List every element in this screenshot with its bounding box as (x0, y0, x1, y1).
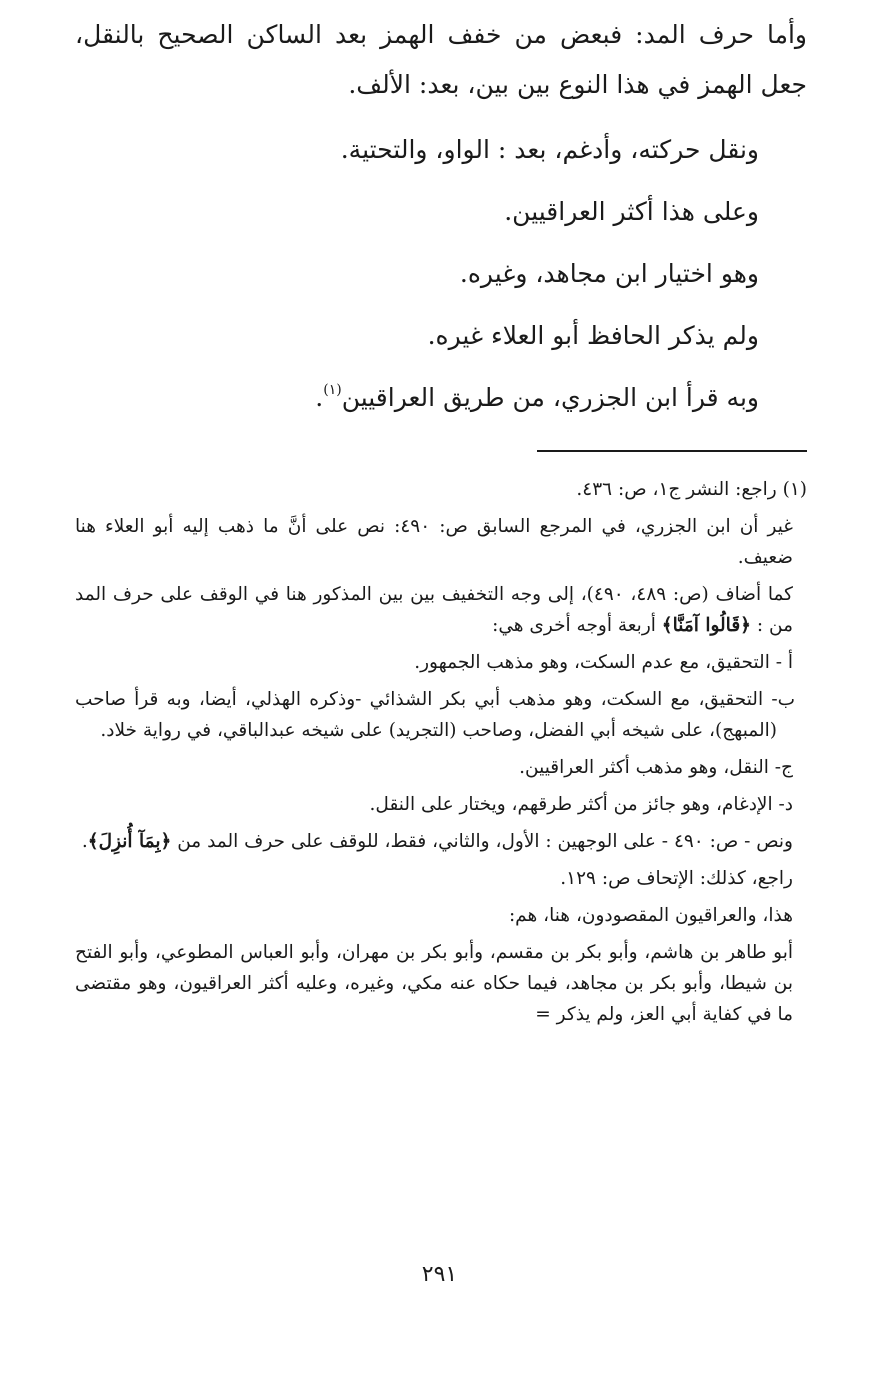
footnote-paragraph-3-a: كما أضاف (ص: ٤٨٩، ٤٩٠)، إلى وجه التخفيف بين بين المذكور هنا في الوقف على حرف المد من : (75, 584, 793, 636)
footnote-1: (١) راجع: النشر ج١، ص: ٤٣٦. (576, 479, 807, 500)
footnote-paragraph-4 (75, 826, 807, 857)
footnote-paragraph-3-b: أربعة أوجه أخرى هي: (492, 615, 662, 636)
page-number: ٢٩١ (421, 1262, 458, 1287)
footnote-paragraph-4-b: . (81, 831, 88, 852)
main-line-5-end: . (315, 383, 324, 412)
main-line-3: وهو اختيار ابن مجاهد، وغيره. (459, 259, 759, 288)
list-item-a: أ - التحقيق، مع عدم السكت، وهو مذهب الجمهور. (414, 652, 793, 673)
quran-quote-2: ﴿بِمَآ أُنزِلَ﴾ (87, 831, 172, 852)
footnote-reference: (١) (323, 382, 342, 398)
main-paragraph: وأما حرف المد: فبعض من خفف الهمز بعد الساكن الصحيح بالنقل، جعل الهمز في هذا النوع بين بين، بعد: الألف. (75, 20, 807, 99)
list-item-c: ج- النقل، وهو مذهب أكثر العراقيين. (519, 757, 793, 778)
main-line-5-text: وبه قرأ ابن الجزري، من طريق العراقيين (341, 383, 759, 412)
footnote-paragraph-5: راجع، كذلك: الإتحاف ص: ١٢٩. (560, 868, 793, 889)
footnote-paragraph-3 (75, 579, 807, 641)
main-line-2: وعلى هذا أكثر العراقيين. (504, 197, 759, 226)
main-line-5 (75, 380, 807, 416)
list-item-b: ب- التحقيق، مع السكت، وهو مذهب أبي بكر الشذائي -وذكره الهذلي، أيضا، وبه قرأ صاحب (المبهج)، على شيخه أبي الفضل، وصاحب (التجريد) على شيخه عبدالباقي، في رواية خلاد. (75, 689, 795, 741)
book-page (75, 10, 807, 1036)
quran-quote-1: ﴿قَالُوا آمَنَّا﴾ (661, 615, 751, 636)
list-item-d: د- الإدغام، وهو جائز من أكثر طرقهم، ويختار على النقل. (369, 794, 793, 815)
main-line-1: ونقل حركته، وأدغم، بعد : الواو، والتحتية. (340, 135, 759, 164)
footnote-paragraph-6: هذا، والعراقيون المقصودون، هنا، هم: (508, 905, 793, 926)
footnote-paragraph-4-a: ونص - ص: ٤٩٠ - على الوجهين : الأول، والثاني، فقط، للوقف على حرف المد من (171, 831, 793, 852)
footnotes (75, 474, 807, 1030)
footnote-paragraph-7: أبو طاهر بن هاشم، وأبو بكر بن مقسم، وأبو بكر بن مهران، وأبو العباس المطوعي، وأبو الفتح بن شيطا، وأبو بكر بن مجاهد، فيما حكاه عنه مكي، وغيره، وعليه أكثر العراقيون، وهو مقتضى ما في كفاية أبي العز، ولم يذكر = (75, 942, 793, 1025)
footnote-paragraph-2: غير أن ابن الجزري، في المرجع السابق ص: ٤٩٠: نص على أنَّ ما ذهب إليه أبو العلاء هنا ضعيف. (75, 516, 793, 568)
footnote-divider (537, 450, 807, 452)
main-line-4: ولم يذكر الحافظ أبو العلاء غيره. (427, 321, 759, 350)
